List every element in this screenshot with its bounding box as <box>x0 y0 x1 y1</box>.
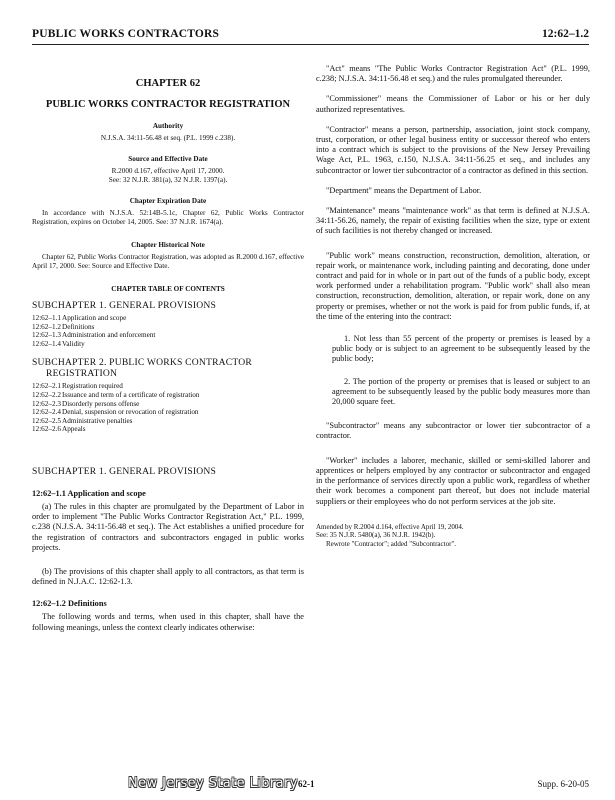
library-watermark: New Jersey State Library <box>128 776 298 791</box>
toc-item: 12:62–2.2 Issuance and term of a certificate of registration <box>32 390 200 399</box>
definition-public-work: "Public work" means construction, reconstruction, demolition, alteration, or repair work, or maintenance work, including painting and decorating, done under contract and paid for in whole or in part out of the funds of a public body, except work performed under a rehabilitation program. "Public work" shall also mean construction, reconstruction, demolition, alteration, or repair work, done on any property or premises, whether or not the work is paid for from public funds, if, at the time of the entering into the contract: <box>316 250 590 321</box>
toc-subchapter-1-heading: SUBCHAPTER 1. GENERAL PROVISIONS <box>32 300 217 311</box>
right-column <box>316 64 590 548</box>
subchapter-1-heading: SUBCHAPTER 1. GENERAL PROVISIONS <box>32 465 217 477</box>
section-1-2-heading: 12:62–1.2 Definitions <box>32 599 107 609</box>
public-work-condition-1: 1. Not less than 55 percent of the property or premises is leased by a public body or is subject to an agreement to be subsequently leased by the public body; <box>332 334 590 364</box>
definition-subcontractor: "Subcontractor" means any subcontractor or lower tier subcontractor of a contractor. <box>316 421 590 441</box>
section-1-1-paragraph-a: (a) The rules in this chapter are promulgated by the Department of Labor in order to implement "The Public Works Contractor Registration Act," P.L. 1999, c.238 (N.J.S.A. 34:11-56.48 et seq.). The Act establishes a unified procedure for the registration of contractors and subcontractors engaged in public works projects. <box>32 501 304 552</box>
definition-commissioner: "Commissioner" means the Commissioner of Labor or his or her duly authorized representatives. <box>316 94 590 114</box>
toc-subchapter-1-list <box>32 314 304 348</box>
toc-subchapter-2-heading: SUBCHAPTER 2. PUBLIC WORKS CONTRACTOR REGISTRATION <box>32 357 253 380</box>
toc-item: 12:62–1.2 Definitions <box>32 322 95 331</box>
section-1-1-paragraph-b: (b) The provisions of this chapter shall apply to all contractors, as that term is defined in N.J.A.C. 12:62-1.3. <box>32 566 304 587</box>
header-section-number: 12:62–1.2 <box>542 28 589 40</box>
running-header <box>32 22 589 45</box>
amendment-line-3: Rewrote "Contractor"; added "Subcontractor". <box>326 539 457 548</box>
toc-item: 12:62–2.5 Administrative penalties <box>32 416 133 425</box>
amendment-line-1: Amended by R.2004 d.164, effective April 19, 2004. <box>316 522 464 531</box>
toc-item: 12:62–1.3 Administration and enforcement <box>32 331 156 340</box>
definition-act: "Act" means "The Public Works Contractor Registration Act" (P.L. 1999, c.238; N.J.S.A. 34:11-56.48 et seq.) and the rules promulgated thereunder. <box>316 64 590 84</box>
definition-department: "Department" means the Department of Labor. <box>326 185 482 195</box>
definition-worker: "Worker" includes a laborer, mechanic, skilled or semi-skilled laborer and apprentices or helpers employed by any contractor or subcontractor and engaged in the performance of services directly upon a public work, regardless of whether their work becomes a component part thereof, but does not include material suppliers or their employees who do not perform services at the job site. <box>316 455 590 506</box>
chapter-title: PUBLIC WORKS CONTRACTOR REGISTRATION <box>45 99 291 110</box>
history-text: Chapter 62, Public Works Contractor Registration, was adopted as R.2000 d.167, effective April 17, 2000. See: Source and Effective Date. <box>32 253 304 270</box>
toc-item: 12:62–2.6 Appeals <box>32 425 86 434</box>
toc-item: 12:62–1.1 Application and scope <box>32 314 127 322</box>
amendment-note <box>316 523 590 548</box>
page-number: 62-1 <box>298 779 315 789</box>
source-line-1: R.2000 d.167, effective April 17, 2000. <box>111 167 225 175</box>
toc-item: 12:62–2.1 Registration required <box>32 382 123 391</box>
authority-heading: Authority <box>152 122 184 130</box>
expiration-text: In accordance with N.J.S.A. 52:14B-5.1c, Chapter 62, Public Works Contractor Registration, expires on October 14, 2005. See: 37 N.J.R. 1674(a). <box>32 209 304 226</box>
toc-item: 12:62–1.4 Validity <box>32 339 85 348</box>
toc-item: 12:62–2.3 Disorderly persons offense <box>32 399 140 408</box>
section-1-1-heading: 12:62–1.1 Application and scope <box>32 488 146 498</box>
toc-title: CHAPTER TABLE OF CONTENTS <box>111 285 225 293</box>
supplement-date: Supp. 6-20-05 <box>537 779 589 789</box>
chapter-number: CHAPTER 62 <box>135 78 201 89</box>
toc-subchapter-2-list <box>32 382 304 434</box>
definition-maintenance: "Maintenance" means "maintenance work" as that term is defined at N.J.S.A. 34:11-56.26, namely, the repair of existing facilities when the size, type or extent of such facilities is not thereby changed or increased. <box>316 206 590 236</box>
section-1-2-intro: The following words and terms, when used in this chapter, shall have the following meanings, unless the context clearly indicates otherwise: <box>32 612 304 632</box>
public-work-condition-2: 2. The portion of the property or premises that is leased or subject to an agreement to be subsequently leased by the public body measures more than 20,000 square feet. <box>332 376 590 407</box>
source-heading: Source and Effective Date <box>128 155 208 163</box>
left-column <box>32 64 304 633</box>
authority-text: N.J.S.A. 34:11-56.48 et seq. (P.L. 1999 c.238). <box>100 134 236 142</box>
toc-item: 12:62–2.4 Denial, suspension or revocation of registration <box>32 408 199 417</box>
history-heading: Chapter Historical Note <box>131 241 205 249</box>
definition-contractor: "Contractor" means a person, partnership, association, joint stock company, trust, corporation, or other legal business entity or successor thereof who enters into a contract which is subject to the provisions of the New Jersey Prevailing Wage Act, P.L. 1963, c.150, N.J.S.A. 34:11-56.25 et seq., and includes any subcontractor or lower tier subcontractor of a contractor as defined in this section. <box>316 124 590 175</box>
expiration-heading: Chapter Expiration Date <box>129 197 207 205</box>
header-title: PUBLIC WORKS CONTRACTORS <box>32 28 220 40</box>
amendment-line-2: See: 35 N.J.R. 5480(a), 36 N.J.R. 1942(b). <box>316 531 436 540</box>
source-line-2: See: 32 N.J.R. 381(a), 32 N.J.R. 1397(a). <box>108 176 228 184</box>
